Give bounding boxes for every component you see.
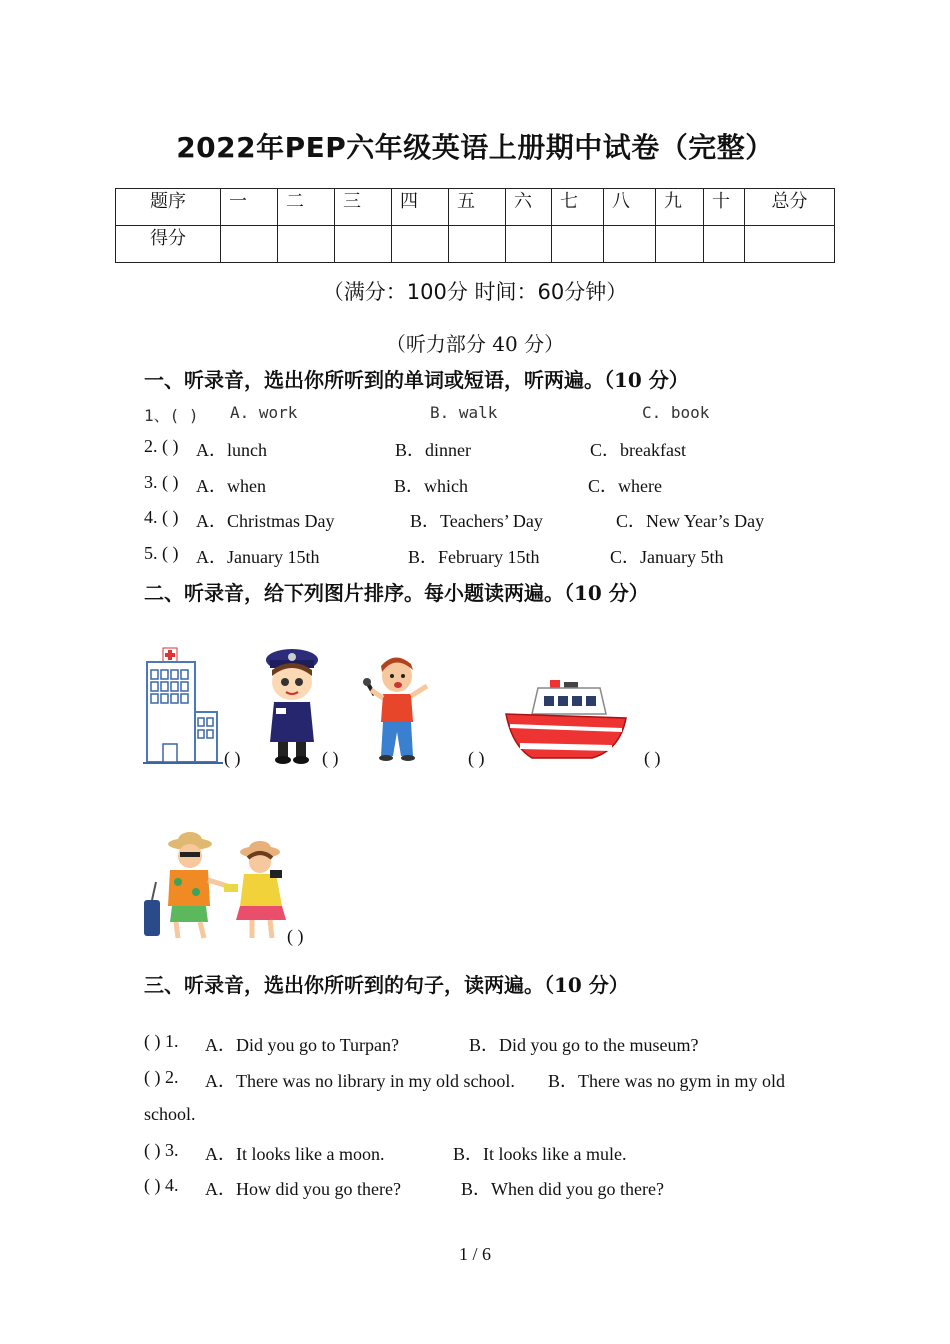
question-number: 5. ( ): [144, 543, 179, 563]
question-number: ( ) 2.: [144, 1067, 179, 1087]
option-c: C．New Year’s Day: [616, 511, 765, 531]
option-b: B．Did you go to the museum?: [469, 1035, 699, 1055]
travelers-icon: [142, 830, 292, 942]
score-input-cell[interactable]: [392, 226, 449, 263]
question-number: 4. ( ): [144, 507, 179, 527]
option-b: B．which: [394, 476, 468, 496]
answer-bracket[interactable]: ( ): [322, 748, 339, 768]
table-cell: 八: [604, 189, 656, 226]
option-b: B．When did you go there?: [461, 1179, 664, 1199]
table-cell: 九: [656, 189, 704, 226]
score-input-cell[interactable]: [221, 226, 278, 263]
option-a: A. work: [230, 403, 298, 422]
option-a: A．when: [196, 476, 266, 496]
option-a: A．How did you go there?: [205, 1179, 401, 1199]
option-b: B．dinner: [395, 440, 471, 460]
question-number: 3. ( ): [144, 472, 179, 492]
hospital-icon: [143, 644, 225, 766]
table-cell: 题序: [116, 189, 221, 226]
option-a: A．There was no library in my old school.: [205, 1071, 515, 1091]
table-cell: 三: [335, 189, 392, 226]
ship-icon: [502, 672, 630, 766]
option-c: C. book: [642, 403, 710, 422]
option-a: A．It looks like a moon.: [205, 1144, 385, 1164]
score-input-cell[interactable]: [335, 226, 392, 263]
question-number: 2. ( ): [144, 436, 179, 456]
table-cell: 十: [704, 189, 745, 226]
option-a: A．Did you go to Turpan?: [205, 1035, 400, 1055]
police-officer-icon: [258, 646, 326, 766]
option-b: B．February 15th: [408, 547, 540, 567]
score-table-score-row: [116, 226, 835, 263]
score-input-cell[interactable]: [552, 226, 604, 263]
option-c: C．where: [588, 476, 662, 496]
question-number: ( ) 1.: [144, 1031, 179, 1051]
option-b: B．There was no gym in my old: [548, 1071, 785, 1091]
section1-heading: 一、听录音，选出你所听到的单词或短语，听两遍。（10 分）: [144, 368, 689, 392]
question-number: ( ) 4.: [144, 1175, 179, 1195]
score-input-cell[interactable]: [449, 226, 506, 263]
score-input-cell[interactable]: [278, 226, 335, 263]
score-input-cell[interactable]: [506, 226, 552, 263]
option-b: B．Teachers’ Day: [410, 511, 543, 531]
full-score-note: （满分：100分 时间：60分钟）: [322, 280, 628, 304]
page-title: 2022年PEP六年级英语上册期中试卷（完整）: [176, 131, 774, 164]
table-cell: 五: [449, 189, 506, 226]
answer-bracket[interactable]: ( ): [644, 748, 661, 768]
question-number: 1、( ): [144, 406, 199, 425]
option-b: B. walk: [430, 403, 498, 422]
option-c: C．breakfast: [590, 440, 686, 460]
score-input-cell[interactable]: [604, 226, 656, 263]
option-b: B．It looks like a mule.: [453, 1144, 627, 1164]
singing-boy-icon: [355, 656, 435, 766]
answer-bracket[interactable]: ( ): [224, 748, 241, 768]
score-input-cell[interactable]: [704, 226, 745, 263]
table-cell: 七: [552, 189, 604, 226]
question-number: ( ) 3.: [144, 1140, 179, 1160]
score-table-header-row: [116, 189, 835, 226]
page-number: 1 / 6: [458, 1244, 491, 1264]
option-a: A．lunch: [196, 440, 267, 460]
answer-bracket[interactable]: ( ): [287, 926, 304, 946]
option-c: C．January 5th: [610, 547, 724, 567]
table-cell: 六: [506, 189, 552, 226]
answer-bracket[interactable]: ( ): [468, 748, 485, 768]
option-a-continued: school.: [144, 1104, 196, 1124]
table-cell: 总分: [745, 189, 835, 226]
table-cell: 得分: [116, 226, 221, 263]
score-table: [115, 188, 835, 263]
score-input-cell[interactable]: [745, 226, 835, 263]
score-input-cell[interactable]: [656, 226, 704, 263]
listening-part-heading: （听力部分 40 分）: [385, 332, 565, 356]
option-a: A．January 15th: [196, 547, 320, 567]
table-cell: 四: [392, 189, 449, 226]
option-a: A．Christmas Day: [196, 511, 335, 531]
table-cell: 二: [278, 189, 335, 226]
section3-heading: 三、听录音，选出你所听到的句子，读两遍。（10 分）: [144, 973, 629, 997]
table-cell: 一: [221, 189, 278, 226]
section2-heading: 二、听录音，给下列图片排序。每小题读两遍。（10 分）: [144, 581, 649, 605]
